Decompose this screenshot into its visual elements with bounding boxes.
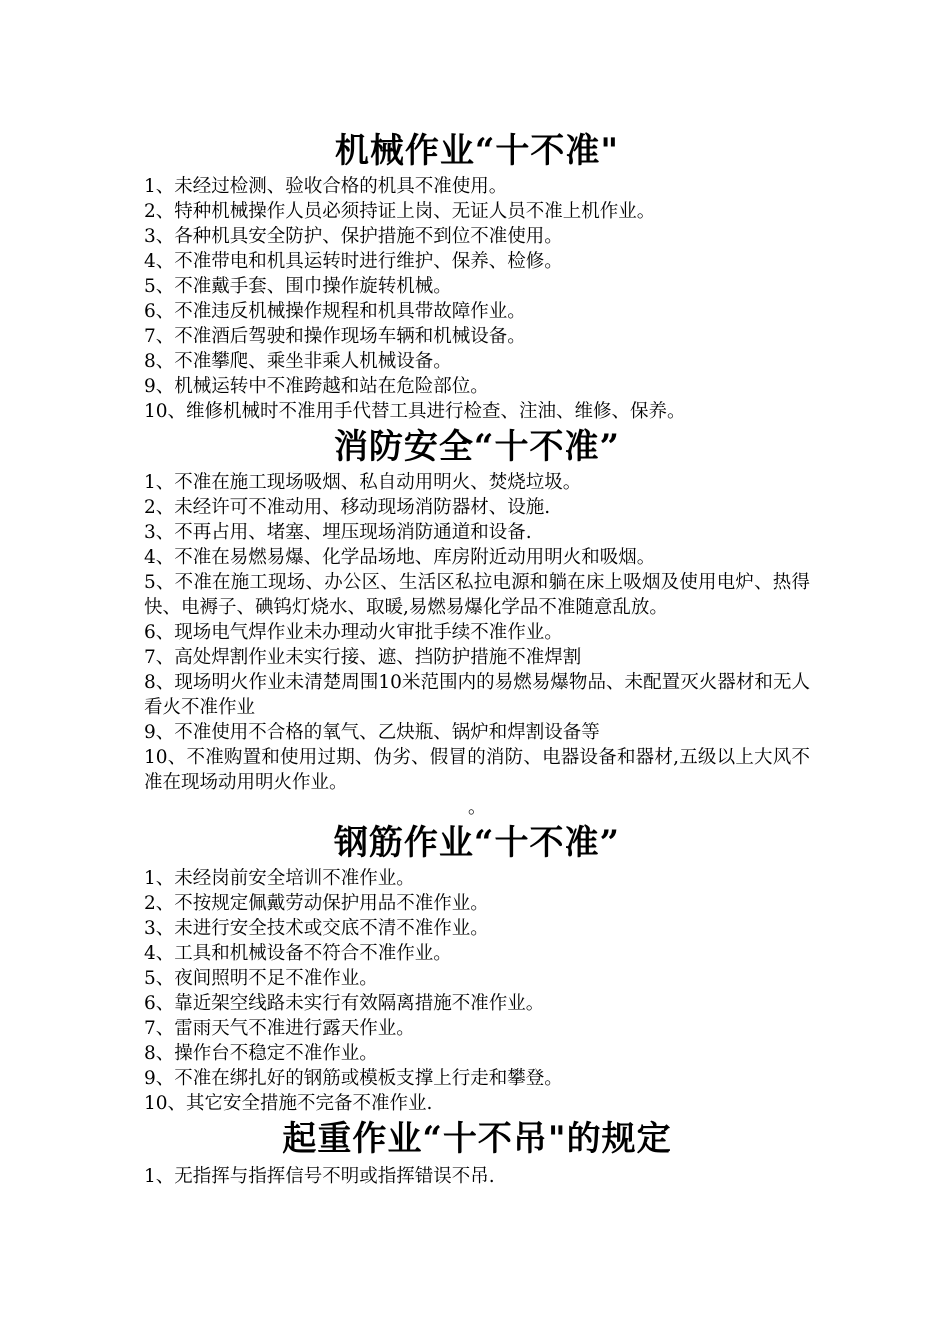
- section-title-rebar: 钢筋作业“十不准”: [333, 823, 621, 863]
- section-title-lifting: 起重作业“十不吊"的规定: [282, 1119, 672, 1159]
- list-item: 1、无指挥与指挥信号不明或指挥错误不吊.: [144, 1166, 495, 1187]
- list-item: 2、未经许可不准动用、移动现场消防器材、设施.: [144, 497, 551, 518]
- list-item: 1、未经岗前安全培训不准作业。: [144, 868, 415, 889]
- list-item: 10、不准购置和使用过期、伪劣、假冒的消防、电器设备和器材,五级以上大风不准在现场动用明火作业。: [144, 747, 810, 793]
- list-item: 9、不准使用不合格的氧气、乙炔瓶、锅炉和焊割设备等: [144, 722, 600, 743]
- list-item: 6、靠近架空线路未实行有效隔离措施不准作业。: [144, 993, 545, 1014]
- list-item: 8、现场明火作业未清楚周围10米范围内的易燃易爆物品、未配置灭火器材和无人看火不准作业: [144, 672, 810, 718]
- list-item: 5、不准在施工现场、办公区、生活区私拉电源和躺在床上吸烟及使用电炉、热得快、电褥子、碘钨灯烧水、取暖,易燃易爆化学品不准随意乱放。: [144, 572, 810, 618]
- lifting-rules-list: [144, 1164, 810, 1189]
- list-item: 7、雷雨天气不准进行露天作业。: [144, 1018, 415, 1039]
- list-item: 4、工具和机械设备不符合不准作业。: [144, 943, 452, 964]
- list-item: 7、不准酒后驾驶和操作现场车辆和机械设备。: [144, 326, 526, 347]
- machinery-rules-list: [144, 174, 810, 424]
- list-item: 10、其它安全措施不完备不准作业.: [144, 1093, 433, 1114]
- trailing-punctuation: 。: [468, 797, 486, 818]
- list-item: 1、不准在施工现场吸烟、私自动用明火、焚烧垃圾。: [144, 472, 582, 493]
- rebar-rules-list: [144, 866, 810, 1116]
- list-item: 4、不准在易燃易爆、化学品场地、库房附近动用明火和吸烟。: [144, 547, 656, 568]
- list-item: 10、维修机械时不准用手代替工具进行检查、注油、维修、保养。: [144, 401, 686, 422]
- list-item: 6、现场电气焊作业未办理动火审批手续不准作业。: [144, 622, 563, 643]
- list-item: 8、不准攀爬、乘坐非乘人机械设备。: [144, 351, 452, 372]
- section-title-fire-safety: 消防安全“十不准”: [333, 427, 621, 467]
- list-item: 9、不准在绑扎好的钢筋或模板支撑上行走和攀登。: [144, 1068, 563, 1089]
- list-item: 8、操作台不稳定不准作业。: [144, 1043, 378, 1064]
- fire-safety-rules-list: [144, 470, 810, 795]
- section-title-machinery: 机械作业“十不准": [334, 131, 620, 171]
- document-body: [144, 128, 810, 1189]
- list-item: 5、夜间照明不足不准作业。: [144, 968, 378, 989]
- list-item: 1、未经过检测、验收合格的机具不准使用。: [144, 176, 508, 197]
- list-item: 2、特种机械操作人员必须持证上岗、无证人员不准上机作业。: [144, 201, 656, 222]
- list-item: 3、未进行安全技术或交底不清不准作业。: [144, 918, 489, 939]
- list-item: 2、不按规定佩戴劳动保护用品不准作业。: [144, 893, 489, 914]
- list-item: 6、不准违反机械操作规程和机具带故障作业。: [144, 301, 526, 322]
- list-item: 9、机械运转中不准跨越和站在危险部位。: [144, 376, 489, 397]
- list-item: 7、高处焊割作业未实行接、遮、挡防护措施不准焊割: [144, 647, 582, 668]
- list-item: 3、不再占用、堵塞、埋压现场消防通道和设备.: [144, 522, 532, 543]
- list-item: 5、不准戴手套、围巾操作旋转机械。: [144, 276, 452, 297]
- list-item: 3、各种机具安全防护、保护措施不到位不准使用。: [144, 226, 563, 247]
- list-item: 4、不准带电和机具运转时进行维护、保养、检修。: [144, 251, 563, 272]
